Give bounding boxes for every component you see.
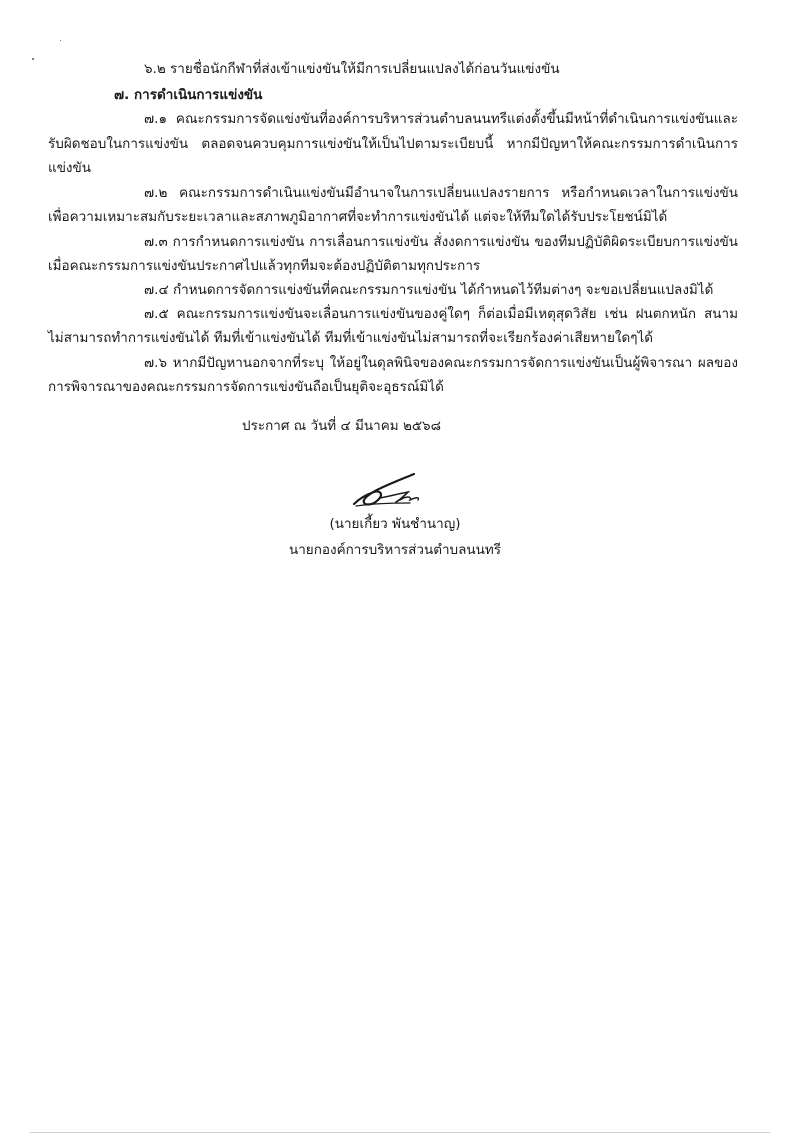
item-6-2: ๖.๒ รายชื่อนักกีฬาที่ส่งเข้าแข่งขันให้มีการเปลี่ยนแปลงได้ก่อนวันแข่งขัน <box>144 61 560 77</box>
item-7-2-line-2: เพื่อความเหมาะสมกับระยะเวลาและสภาพภูมิอากาศที่จะทำการแข่งขันได้ แต่จะให้ทีมใดได้รับประโยชน์มิได้ <box>48 209 668 225</box>
handwritten-signature <box>350 470 440 510</box>
signer-name: (นายเกี้ยว พันชำนาญ) <box>329 516 461 532</box>
scan-speck <box>32 58 34 60</box>
item-7-1-line-1: ๗.๑ คณะกรรมการจัดแข่งขันที่องค์การบริหารส่วนตำบลนนทรีแต่งตั้งขึ้นมีหน้าที่ดำเนินการแข่งขันและ <box>144 111 738 127</box>
item-7-4: ๗.๔ กำหนดการจัดการแข่งขันที่คณะกรรมการแข่งขัน ได้กำหนดไว้ทีมต่างๆ จะขอเปลี่ยนแปลงมิได้ <box>144 282 714 298</box>
item-7-2-line-1: ๗.๒ คณะกรรมการดำเนินแข่งขันมีอำนาจในการเปลี่ยนแปลงรายการ หรือกำหนดเวลาในการแข่งขัน <box>144 185 738 201</box>
item-7-3-line-2: เมื่อคณะกรรมการแข่งขันประกาศไปแล้วทุกทีมจะต้องปฏิบัติตามทุกประการ <box>48 258 481 274</box>
item-7-1-line-3: แข่งขัน <box>48 160 91 176</box>
scan-speck <box>60 40 61 41</box>
announcement-date: ประกาศ ณ วันที่ ๔ มีนาคม ๒๕๖๘ <box>242 418 442 434</box>
item-7-6-line-2: การพิจารณาของคณะกรรมการจัดการแข่งขันถือเป็นยุติจะอุธรณ์มิได้ <box>48 379 444 395</box>
section-7-heading: ๗. การดำเนินการแข่งขัน <box>114 87 263 103</box>
item-7-5-line-2: ไม่สามารถทำการแข่งขันได้ ทีมที่เข้าแข่งขันได้ ทีมที่เข้าแข่งขันไม่สามารถที่จะเรียกร้องค่าเสียหายใดๆได้ <box>48 330 654 346</box>
signer-title: นายกองค์การบริหารส่วนตำบลนนทรี <box>288 542 502 558</box>
item-7-1-line-2: รับผิดชอบในการแข่งขัน ตลอดจนควบคุมการแข่งขันให้เป็นไปตามระเบียบนี้ หากมีปัญหาให้คณะกรรมการดำเนินการ <box>48 136 738 152</box>
item-7-6-line-1: ๗.๖ หากมีปัญหานอกจากที่ระบุ ให้อยู่ในดุลพินิจของคณะกรรมการจัดการแข่งขันเป็นผู้พิจารณา ผลของ <box>144 355 738 371</box>
item-7-5-line-1: ๗.๕ คณะกรรมการแข่งขันจะเลื่อนการแข่งขันของคู่ใดๆ ก็ต่อเมื่อมีเหตุสุดวิสัย เช่น ฝนตกหนัก สนาม <box>144 306 738 322</box>
item-7-3-line-1: ๗.๓ การกำหนดการแข่งขัน การเลื่อนการแข่งขัน สั่งงดการแข่งขัน ของทีมปฏิบัติผิดระเบียบการแข่งขัน <box>144 234 738 250</box>
page-edge-line <box>30 1132 770 1133</box>
